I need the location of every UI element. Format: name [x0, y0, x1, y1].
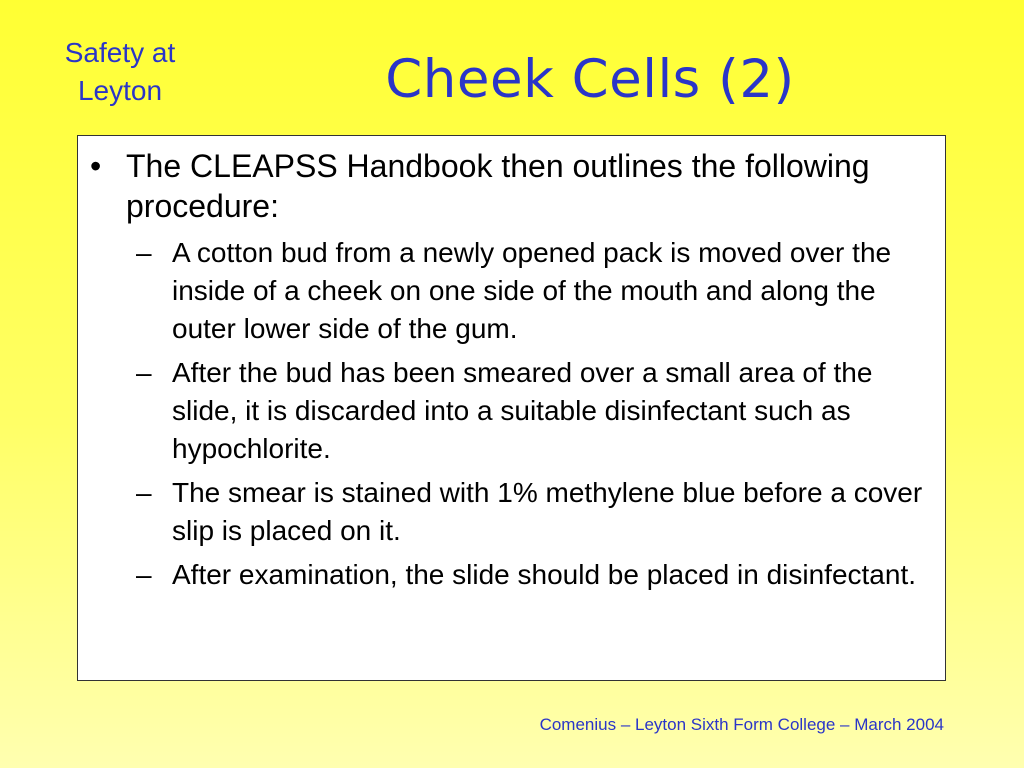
sub-bullet-text: After examination, the slide should be placed in disinfectant. — [172, 559, 917, 590]
dash-icon: – — [136, 237, 152, 268]
dash-icon: – — [136, 477, 152, 508]
slide-title: Cheek Cells (2) — [385, 49, 795, 110]
sub-bullet-item — [136, 474, 933, 550]
main-bullet-text: The CLEAPSS Handbook then outlines the following procedure: — [126, 148, 870, 224]
footer-text: Comenius – Leyton Sixth Form College – March 2004 — [539, 715, 944, 734]
corner-title-line2: Leyton — [77, 75, 163, 106]
sub-bullet-text: The smear is stained with 1% methylene blue before a cover slip is placed on it. — [172, 477, 923, 546]
content-box — [77, 135, 946, 681]
sub-bullet-text: A cotton bud from a newly opened pack is moved over the inside of a cheek on one side of the mouth and along the outer lower side of the gum. — [172, 237, 892, 344]
sub-bullet-list — [90, 234, 933, 594]
bullet-icon: • — [90, 148, 102, 184]
sub-bullet-item — [136, 234, 933, 348]
corner-title — [30, 34, 210, 110]
corner-title-line1: Safety at — [64, 37, 176, 68]
sub-bullet-item — [136, 354, 933, 468]
main-bullet — [90, 146, 933, 226]
sub-bullet-text: After the bud has been smeared over a small area of the slide, it is discarded into a suitable disinfectant such as hypochlorite. — [172, 357, 873, 464]
dash-icon: – — [136, 357, 152, 388]
sub-bullet-item — [136, 556, 933, 594]
dash-icon: – — [136, 559, 152, 590]
